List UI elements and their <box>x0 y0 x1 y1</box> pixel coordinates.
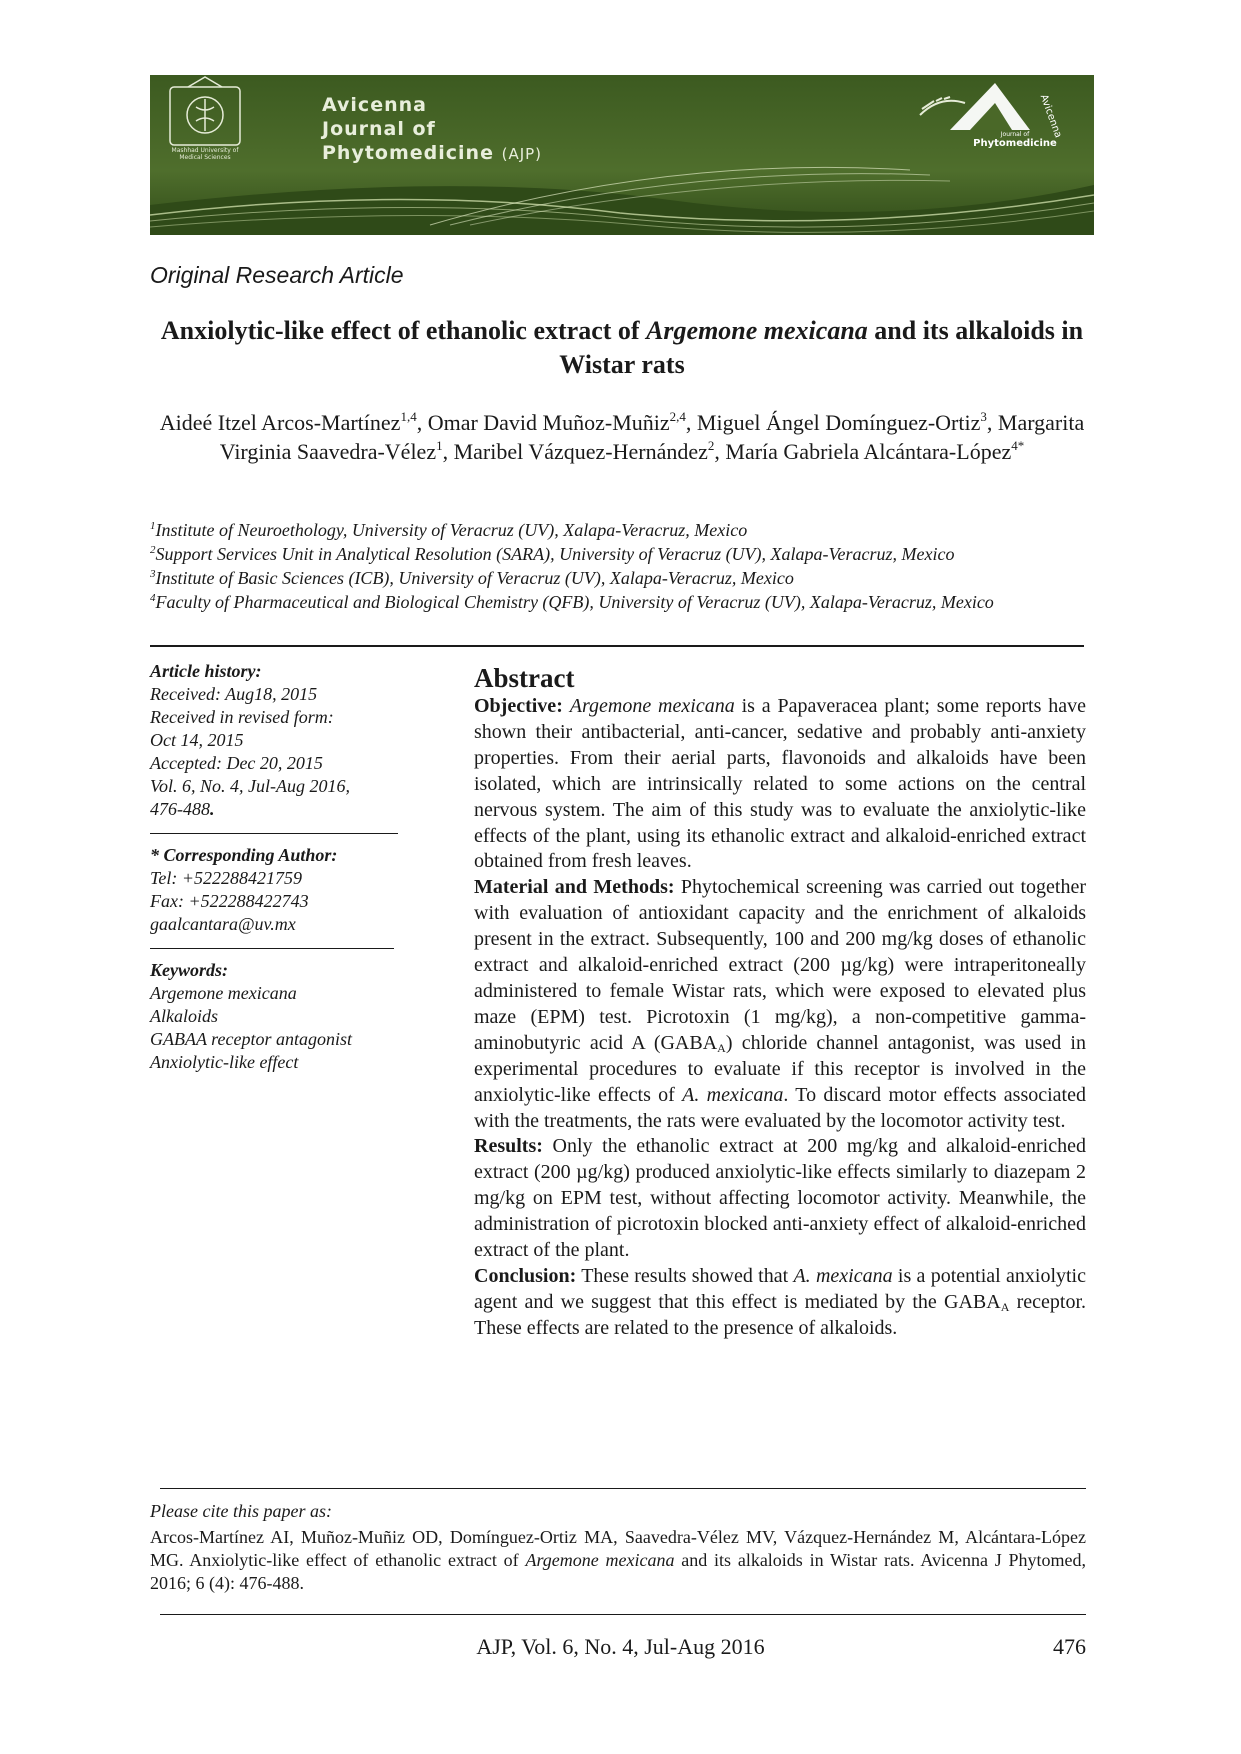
right-logo-big: Phytomedicine <box>973 138 1057 149</box>
author-name: Aideé Itzel Arcos-Martínez <box>159 410 401 435</box>
author-separator: , <box>986 410 998 435</box>
right-logo-side-text: Avicenna <box>1037 93 1064 140</box>
banner-line-2: Journal of <box>322 118 436 140</box>
history-heading: Article history: <box>150 661 262 681</box>
title-part-2: and its alkaloids in Wistar rats <box>559 316 1084 379</box>
abstract-objective: Objective: Argemone mexicana is a Papaveracea plant; some reports have shown their antibacterial, anti-cancer, sedative and probably anti-anxiety properties. From their aerial parts, flavonoids and alkaloids have been isolated, which are intrinsically related to some actions on the central nervous system. The aim of this study was to evaluate the anxiolytic-like effects of the plant, using its ethanolic extract and alkaloid-enriched extract obtained from fresh leaves. <box>474 695 1086 873</box>
abstract-methods: Material and Methods: Phytochemical screening was carried out together with evaluation of antioxidant capacity and the enrichment of alkaloids present in the extract. Subsequently, 100 and 200 mg/kg doses of ethanolic extract and alkaloid-enriched extract (200 µg/kg) were intraperitoneally administered to female Wistar rats, which were exposed to elevated plus maze (EPM) test. Picrotoxin (1 mg/kg), a non-competitive gamma-aminobutyric acid A $(GABA_A)$ chloride channel antagonist, was used in experimental procedures to evaluate if this receptor is involved in the anxiolytic-like effects of A. mexicana. To discard motor effects associated with the treatments, the rats were evaluated by the locomotor activity test. <box>474 876 1086 1132</box>
keywords-heading: Keywords: <box>150 960 228 980</box>
author-affiliation-marker: 1,4 <box>400 409 417 424</box>
sidebar-divider <box>150 833 398 834</box>
author-name: Margarita Virginia Saavedra-Vélez <box>219 410 1085 464</box>
author-name: Omar David Muñoz-Muñiz <box>427 410 670 435</box>
corresponding-tel: Tel: +522288421759 <box>150 868 302 888</box>
history-item: Accepted: Dec 20, 2015 <box>150 753 323 773</box>
author-affiliation-marker: 1 <box>436 438 443 453</box>
paper-title <box>150 314 1094 382</box>
author-name: Maribel Vázquez-Hernández <box>453 439 708 464</box>
volume-line: Vol. 6, No. 4, Jul-Aug 2016, <box>150 776 350 796</box>
affiliation-4: $^4$Faculty of Pharmaceutical and Biological Chemistry (QFB), University of Veracruz (UV), Xalapa-Veracruz, Mexico <box>150 592 994 612</box>
keyword: Anxiolytic-like effect <box>150 1052 299 1072</box>
citation-heading: Please cite this paper as: <box>150 1501 332 1521</box>
banner-line-1: Avicenna <box>322 94 427 116</box>
affiliation-1: $^1$Institute of Neuroethology, University of Veracruz (UV), Xalapa-Veracruz, Mexico <box>150 520 748 540</box>
citation-divider-bottom <box>160 1614 1086 1615</box>
author-list <box>150 408 1094 466</box>
keyword: Argemone mexicana <box>150 983 297 1003</box>
author-affiliation-marker: 3 <box>980 409 987 424</box>
right-logo-small: Journal of <box>1000 131 1030 138</box>
author-separator: , <box>685 410 697 435</box>
corresponding-email: gaalcantara@uv.mx <box>150 914 296 934</box>
keyword: GABAA receptor antagonist <box>150 1029 352 1049</box>
title-species: Argemone mexicana <box>646 316 868 345</box>
title-part-1: Anxiolytic-like effect of ethanolic extract of <box>160 316 647 345</box>
history-item: Received in revised form: <box>150 707 334 727</box>
author-affiliation-marker: 2,4 <box>669 409 686 424</box>
abstract-heading: Abstract <box>474 663 575 693</box>
corresponding-heading: * Corresponding Author: <box>150 845 338 865</box>
keyword: Alkaloids <box>150 1006 218 1026</box>
author-affiliation-marker: 2 <box>707 438 715 453</box>
article-type: Original Research Article <box>150 262 404 288</box>
author-separator: , <box>714 439 726 464</box>
corresponding-fax: Fax: +522288422743 <box>150 891 309 911</box>
author-separator: , <box>416 410 428 435</box>
abstract-conclusion: Conclusion: These results showed that A. mexicana is a potential anxiolytic agent and we suggest that this effect is mediated by the $GABA_A$ receptor. These effects are related to the presence of alkaloids. <box>474 1264 1086 1339</box>
history-item: Oct 14, 2015 <box>150 730 244 750</box>
article-info-sidebar <box>150 660 415 1074</box>
sidebar-divider <box>150 948 394 949</box>
university-caption: Mashhad University of Medical Sciences <box>171 147 239 161</box>
affiliation-2: $^2$Support Services Unit in Analytical Resolution (SARA), University of Veracruz (UV), Xalapa-Veracruz, Mexico <box>150 544 955 564</box>
affiliations <box>150 518 1094 614</box>
banner-line-3: Phytomedicine (AJP) <box>322 142 543 164</box>
footer-journal-info: AJP, Vol. 6, No. 4, Jul-Aug 2016 <box>476 1634 765 1659</box>
header-divider <box>150 645 1084 647</box>
author-separator: , <box>442 439 454 464</box>
journal-banner <box>150 75 1094 235</box>
citation-box <box>150 1500 1086 1595</box>
abstract <box>474 662 1086 1342</box>
page-number: 476 <box>1053 1634 1086 1659</box>
citation-divider-top <box>160 1488 1086 1489</box>
abstract-results: Results: Only the ethanolic extract at 200 mg/kg and alkaloid-enriched extract (200 µg/kg) produced anxiolytic-like effects similarly to diazepam 2 mg/kg on EPM test, without affecting locomotor activity. Meanwhile, the administration of picrotoxin blocked anti-anxiety effect of alkaloid-enriched extract of the plant. <box>474 1135 1086 1262</box>
author-name: Miguel Ángel Domínguez-Ortiz <box>696 410 981 435</box>
history-item: Received: Aug18, 2015 <box>150 684 318 704</box>
banner-graphic <box>150 75 1094 235</box>
author-affiliation-marker: 4* <box>1011 438 1025 453</box>
citation-text: Arcos-Martínez AI, Muñoz-Muñiz OD, Domínguez-Ortiz MA, Saavedra-Vélez MV, Vázquez-Hernández M, Alcántara-López MG. Anxiolytic-like effect of ethanolic extract of Argemone mexicana and its alkaloids in Wistar rats. Avicenna J Phytomed, 2016; 6 (4): 476-488. <box>150 1527 1087 1593</box>
banner-journal-title <box>322 93 542 166</box>
affiliation-3: $^3$Institute of Basic Sciences (ICB), University of Veracruz (UV), Xalapa-Veracruz, Mexico <box>150 568 794 588</box>
author-name: María Gabriela Alcántara-López <box>725 439 1012 464</box>
pages-line: 476-488. <box>150 799 215 819</box>
